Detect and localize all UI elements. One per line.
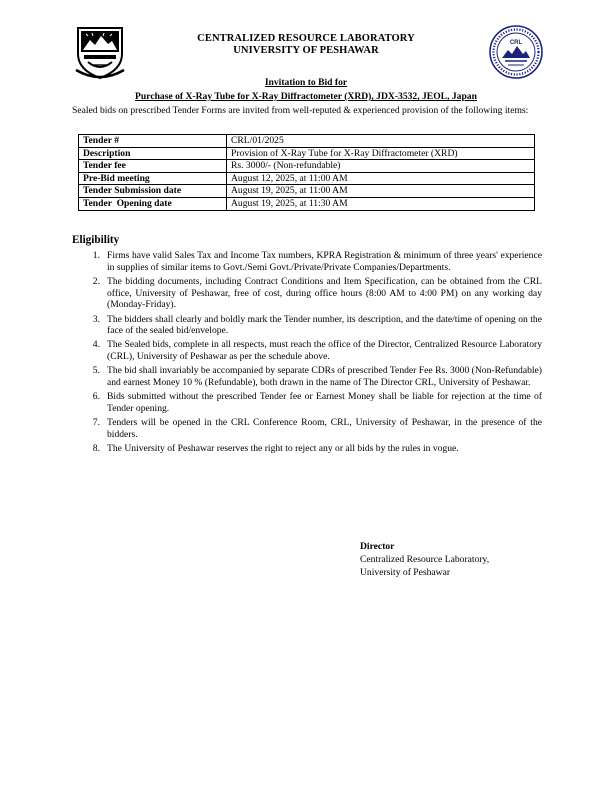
- list-text: Tenders will be opened in the CRL Conference Room, CRL, University of Peshawar, in the presence of the bidders.: [107, 417, 542, 440]
- table-key: Tender Opening date: [79, 197, 227, 210]
- list-text: The bid shall invariably be accompanied by separate CDRs of prescribed Tender Fee Rs. 3000 (Non-Refundable) and earnest Money 10 % (Refundable), both drawn in the name of The Director CRL, University of Peshawar.: [107, 365, 542, 389]
- table-value: CRL/01/2025: [227, 135, 535, 148]
- table-row: [79, 135, 535, 148]
- list-text: The Sealed bids, complete in all respects, must reach the office of the Director, Centralized Resource Laboratory (CRL), University of Peshawar as per the schedule above.: [107, 339, 542, 363]
- table-value: August 19, 2025, at 11:00 AM: [227, 185, 535, 198]
- invitation-title: Invitation to Bid for: [264, 77, 348, 88]
- list-item: [72, 250, 542, 274]
- signature-line-2: University of Peshawar: [360, 567, 451, 578]
- table-value: August 19, 2025, at 11:30 AM: [227, 197, 535, 210]
- signature-line-1: Centralized Resource Laboratory,: [360, 554, 490, 565]
- list-item: [72, 339, 542, 363]
- list-item: [72, 276, 542, 311]
- list-number: 1.: [92, 250, 100, 261]
- list-item: [72, 417, 542, 441]
- list-text: Bids submitted without the prescribed Tender fee or Earnest Money shall be liable for rejection at the time of Tender opening.: [107, 391, 542, 415]
- list-item: [72, 391, 542, 415]
- table-key: Description: [79, 147, 227, 160]
- table-row: [79, 160, 535, 173]
- list-number: 2.: [92, 275, 100, 287]
- list-number: 8.: [92, 443, 100, 455]
- university-crest-logo: [74, 24, 126, 80]
- crl-seal-logo: [488, 24, 544, 80]
- crl-seal-text: CRL: [509, 40, 523, 46]
- table-row: [79, 147, 535, 160]
- list-number: 6.: [92, 391, 100, 403]
- table-key: Tender #: [79, 135, 227, 148]
- table-value: Provision of X-Ray Tube for X-Ray Diffractometer (XRD): [227, 147, 535, 160]
- list-number: 7.: [92, 417, 100, 429]
- table-row: [79, 197, 535, 210]
- institution-name: CENTRALIZED RESOURCE LABORATORY: [197, 33, 415, 44]
- university-name: UNIVERSITY OF PESHAWAR: [233, 45, 379, 56]
- list-text: The bidding documents, including Contract Conditions and Item Specification, can be obtained from the CRL office, University of Peshawar, free of cost, during office hours (8:00 AM to 4:00 PM) on any working day (Monday-Friday).: [107, 275, 542, 311]
- table-value: Rs. 3000/- (Non-refundable): [227, 160, 535, 173]
- list-text: The University of Peshawar reserves the right to reject any or all bids by the rules in vogue.: [107, 443, 459, 455]
- table-key: Tender fee: [79, 160, 227, 173]
- list-number: 3.: [92, 313, 100, 325]
- eligibility-heading: Eligibility: [72, 234, 120, 246]
- intro-paragraph: Sealed bids on prescribed Tender Forms are invited from well-reputed & experienced provision of the following items:: [72, 105, 529, 116]
- list-item: [72, 314, 542, 338]
- table-key: Pre-Bid meeting: [79, 172, 227, 185]
- list-number: 4.: [92, 339, 100, 351]
- list-text: Firms have valid Sales Tax and Income Tax numbers, KPRA Registration & minimum of three years' experience in supplies of similar items to Govt./Semi Govt./Private/Private Companies/Departments.: [107, 250, 542, 273]
- table-row: [79, 185, 535, 198]
- list-item: [72, 443, 542, 455]
- list-text: The bidders shall clearly and boldly mark the Tender number, its description, and the date/time of opening on the face of the sealed bid/envelope.: [107, 313, 542, 337]
- table-value: August 12, 2025, at 11:00 AM: [227, 172, 535, 185]
- list-item: [72, 365, 542, 389]
- signature-block: [360, 540, 489, 579]
- table-key: Tender Submission date: [79, 185, 227, 198]
- signature-title: Director: [360, 541, 395, 552]
- table-row: [79, 172, 535, 185]
- invitation-subject: Purchase of X-Ray Tube for X-Ray Diffractometer (XRD), JDX-3532, JEOL, Japan: [135, 91, 477, 102]
- list-number: 5.: [92, 365, 100, 377]
- eligibility-list: [72, 250, 542, 457]
- tender-details-table: [78, 134, 535, 211]
